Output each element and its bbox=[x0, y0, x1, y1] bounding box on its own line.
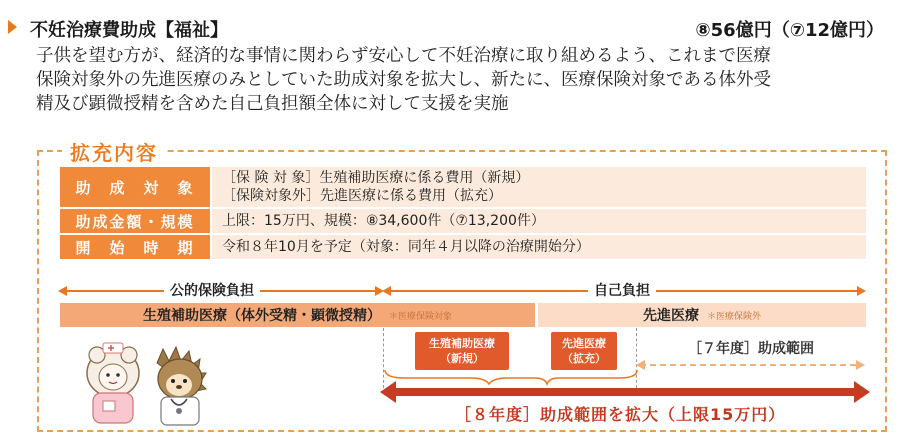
arrow-right-icon bbox=[857, 286, 866, 296]
advanced-bar-label: 先進医療 bbox=[642, 308, 699, 324]
section-header bbox=[0, 16, 922, 42]
row-value-line: ［保 険 対 象］生殖補助医療に係る費用（新規） bbox=[222, 170, 530, 186]
row-value bbox=[212, 235, 866, 259]
public-burden-label: 公的保険負担 bbox=[164, 280, 260, 300]
advanced-bar bbox=[538, 303, 866, 327]
row-value bbox=[212, 209, 866, 233]
row-value bbox=[212, 167, 866, 207]
brace-icon bbox=[383, 368, 639, 386]
description-line: 子供を望む方が、経済的な事情に関わらず安心して不妊治療に取り組めるよう、これまで医療 bbox=[36, 46, 771, 66]
advanced-bar-note: ＊医療保険外 bbox=[706, 311, 761, 322]
mascot-illustration bbox=[75, 333, 225, 429]
row-value-line: 令和８年10月を予定（対象：同年４月以降の治療開始分） bbox=[222, 239, 590, 255]
box-advanced-line2: （拡充） bbox=[562, 352, 606, 365]
description bbox=[36, 44, 896, 116]
table-row bbox=[60, 167, 866, 207]
row-header: 助 成 対 象 bbox=[60, 167, 210, 207]
budget-amount: ⑧56億円（⑦12億円） bbox=[695, 20, 884, 41]
row-value-line: 上限：15万円、規模：⑧34,600件（⑦13,200件） bbox=[222, 213, 545, 229]
expansion-label: 拡充内容 bbox=[62, 137, 166, 166]
box-art-new-line2: （新規） bbox=[440, 352, 484, 365]
description-line: 精及び顕微授精を含めた自己負担額全体に対して支援を実施 bbox=[36, 94, 509, 114]
r8-scope-arrow bbox=[394, 388, 856, 396]
box-advanced-expanded bbox=[551, 332, 617, 370]
box-art-new bbox=[415, 332, 509, 370]
arrow-left-icon bbox=[58, 286, 67, 296]
self-burden-label: 自己負担 bbox=[588, 280, 656, 300]
r7-scope-line bbox=[640, 364, 856, 366]
art-bar bbox=[60, 303, 535, 327]
hedgehog-doctor-icon bbox=[157, 347, 206, 425]
box-advanced-line1: 先進医療 bbox=[562, 337, 606, 350]
table-row bbox=[60, 235, 866, 259]
triangle-bullet-icon bbox=[8, 20, 17, 34]
section-title: 不妊治療費助成【福祉】 bbox=[30, 20, 228, 41]
art-bar-note: ＊医療保険対象 bbox=[388, 311, 452, 322]
arrow-right-icon bbox=[856, 360, 865, 370]
description-line: 保険対象外の先進医療のみとしていた助成対象を拡大し、新たに、医療保険対象である体外受 bbox=[36, 70, 771, 90]
arrow-left-icon bbox=[380, 381, 396, 403]
arrow-right-icon bbox=[854, 381, 870, 403]
row-header: 助成金額・規模 bbox=[60, 209, 210, 233]
row-value-line: ［保険対象外］先進医療に係る費用（拡充） bbox=[222, 188, 502, 204]
art-bar-label: 生殖補助医療（体外受精・顕微授精） bbox=[142, 308, 381, 324]
r7-scope-label: ［７年度］助成範囲 bbox=[688, 341, 814, 357]
arrow-left-icon bbox=[382, 286, 391, 296]
r8-scope-label: ［８年度］助成範囲を拡大（上限15万円） bbox=[455, 405, 786, 424]
row-header: 開 始 時 期 bbox=[60, 235, 210, 259]
table-row bbox=[60, 209, 866, 233]
box-art-new-line1: 生殖補助医療 bbox=[429, 337, 495, 350]
sheep-nurse-icon bbox=[87, 343, 139, 423]
